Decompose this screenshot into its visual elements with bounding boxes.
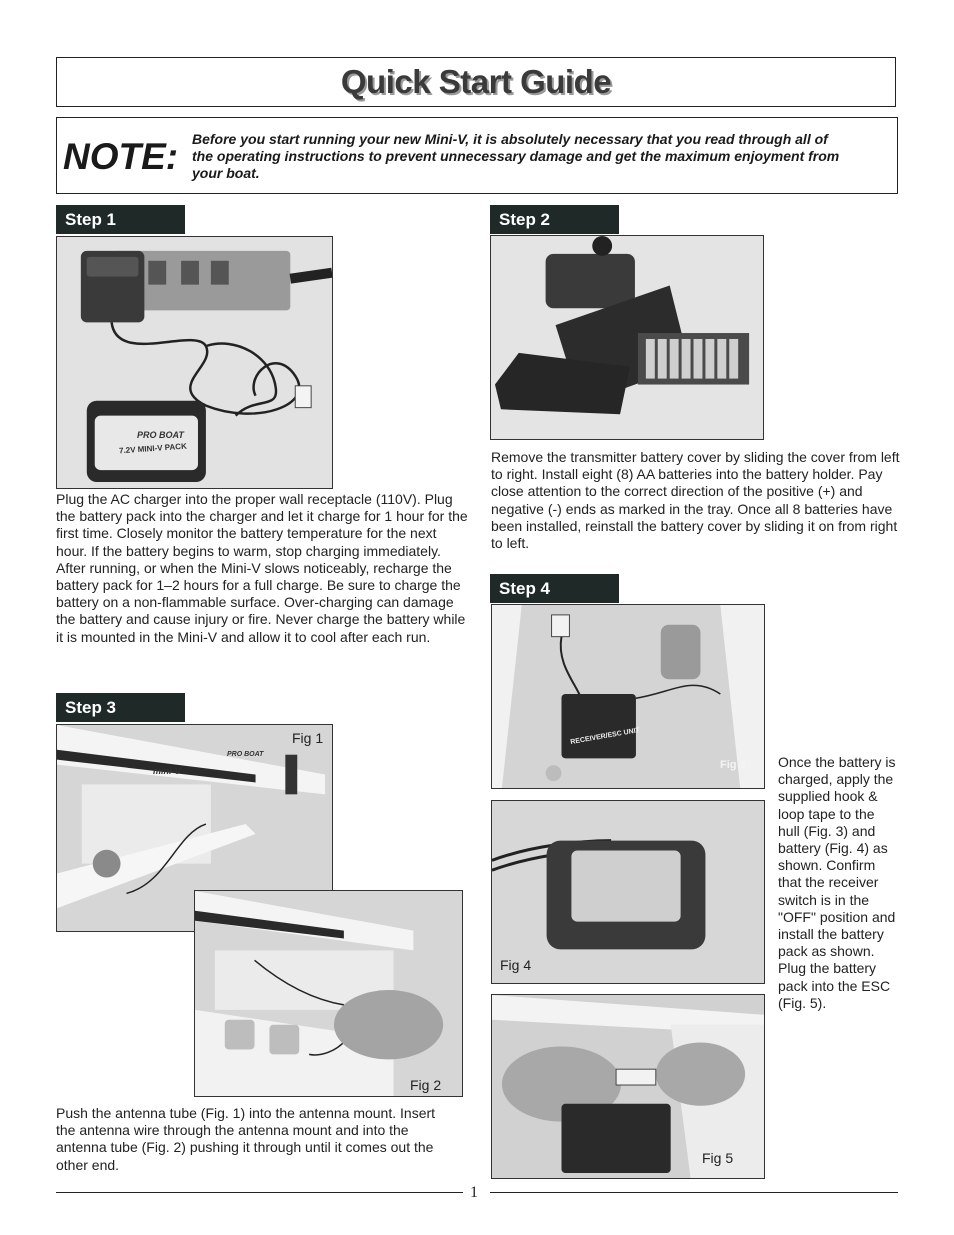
fig1-label: Fig 1 — [292, 730, 324, 746]
step3-photo-model: mini-V — [153, 766, 181, 776]
step4-photo-esc-label: RECEIVER/ESC UNIT — [569, 726, 641, 747]
footer-rule-left — [56, 1192, 463, 1193]
step2-text: Remove the transmitter battery cover by sliding the cover from left to right. Install eight (8) AA batteries into the battery holder. Pay close attention to the correct direction of the positive (+) and negative (-) ends as marked in the tray. Once all 8 batteries have been installed, reinstall the battery cover by sliding it on from right to left. — [491, 449, 900, 552]
step2-header: Step 2 — [490, 205, 619, 234]
fig3-label: Fig 3 — [720, 759, 746, 771]
step3-text: Push the antenna tube (Fig. 1) into the antenna mount. Insert the antenna wire through the antenna mount and into the antenna tube (Fig. 2) pushing it through until it comes out the other end. — [56, 1105, 436, 1173]
note-label: NOTE: — [63, 136, 179, 177]
step4-fig4-photo — [491, 800, 765, 984]
page-title: Quick Start Guide — [340, 63, 612, 100]
step2-transmitter-photo — [490, 235, 764, 440]
step1-header: Step 1 — [56, 205, 185, 234]
step4-text: Once the battery is charged, apply the supplied hook & loop tape to the hull (Fig. 3) and battery (Fig. 4) as shown. Confirm that the receiver switch is in the "OFF" position and install the battery pack as shown. Plug the battery pack into the ESC (Fig. 5). — [778, 754, 896, 1011]
page-number: 1 — [470, 1184, 478, 1201]
footer-rule-right — [490, 1192, 898, 1193]
step1-charger-photo — [56, 236, 333, 489]
note-text: Before you start running your new Mini-V, it is absolutely necessary that you read through all of the operating instructions to prevent unnecessary damage and get the maximum enjoyment from your boat. — [192, 131, 840, 181]
step1-text: Plug the AC charger into the proper wall receptacle (110V). Plug the battery pack into the charger and let it charge for 1 hour for the first time. Closely monitor the battery temperature for the next hour. If the battery begins to warm, stop charging immediately. After running, or when the Mini-V slows noticeably, recharge the battery pack for 1–2 hours for a full charge. Be sure to charge the battery on a non-flammable surface. Over-charging can damage the battery and cause injury or fire. Never charge the battery while it is mounted in the Mini-V and allow it to cool after each run. — [56, 491, 468, 645]
step4-header: Step 4 — [490, 574, 619, 603]
fig4-label: Fig 4 — [500, 957, 532, 973]
fig2-label: Fig 2 — [410, 1077, 442, 1093]
fig5-label: Fig 5 — [702, 1150, 734, 1166]
step3-fig2-photo — [194, 890, 463, 1097]
step1-photo-brand: PRO BOAT — [137, 430, 184, 440]
title-box — [56, 57, 896, 107]
step3-photo-brand: PRO BOAT — [227, 751, 264, 758]
step3-header: Step 3 — [56, 693, 185, 722]
step4-fig3-photo — [491, 604, 765, 789]
step1-photo-pack-label: 7.2V MINI-V PACK — [118, 441, 188, 456]
note-box — [56, 117, 898, 194]
